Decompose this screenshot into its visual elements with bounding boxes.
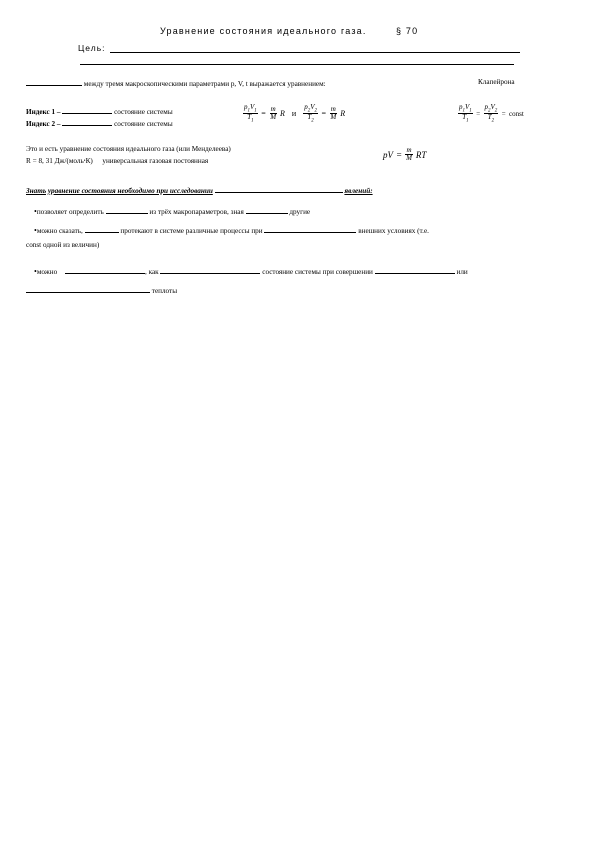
bullet-2-text-c: внешних условиях (т.е. [358,227,429,235]
gas-constant-desc: универсальная газовая постоянная [102,157,209,165]
page-title [160,26,418,36]
intro-text: между тремя макроскопическими параметрами p, V, t выражается уравнением: [83,80,326,88]
bullet-3-text-e: теплоты [151,287,178,295]
fraction: $\frac{m}{M}$ [330,105,337,122]
knowing-head: Знать уравнение состояния необходимо при исследовании [26,187,213,195]
and-word: и [291,109,297,119]
section-number: § 70 [396,26,419,36]
bullet-2-cont: const одной из величин) [26,241,100,249]
title-text: Уравнение состояния идеального газа. [160,26,367,36]
blank [65,266,145,274]
index-2-label: Индекс 2 – [26,120,61,128]
clapeyron-formula-pair: $\frac{p_1V_1}{T_1}$ = $\frac{m}{M}$ R и $\frac{p_2V_2}{T_2}$ = $\frac{m}{M}$ R [244,103,346,124]
bullet-3-text-d: или [456,268,468,276]
fraction: $\frac{m}{M}$ [406,146,412,162]
bullet-3-text-b: , как [144,268,159,276]
bullet-2-text-a: можно сказать, [36,227,83,235]
index-row-2 [26,118,173,128]
bullet-3-text-c: состояние системы при совершении [262,268,373,276]
mendeleev-line-1: Это и есть уравнение состояния идеального газа (или Менделеева) [26,145,231,153]
fraction: $\frac{p_1V_1}{T_1}$ [244,103,257,124]
const-word: const [509,109,524,118]
gas-constant-unit: К) [85,157,93,165]
blank [375,266,455,274]
index-2-tail: состояние системы [114,120,173,128]
bullet-1-text-b: из трёх макропараметров, зная [149,208,244,216]
fraction: $\frac{p_2V_2}{T_2}$ [304,103,317,124]
bullet-1-text-a: позволяет определить [36,208,104,216]
bullet-2 [34,225,429,235]
mendeleev-line-2: R = 8, 31 Дж/(моль•К) универсальная газовая постоянная [26,157,209,165]
bullet-3 [34,266,468,276]
fraction: $\frac{p_1V_1}{T_1}$ [459,103,472,124]
bullet-icon: • [34,226,37,235]
gas-constant: R = 8, 31 Дж/(моль [26,157,84,165]
bullet-icon: • [34,207,37,216]
goal-line-2 [80,64,514,65]
blank [26,78,82,86]
blank [215,185,343,193]
index-1-label: Индекс 1 – [26,108,61,116]
blank [85,225,119,233]
clapeyron-const-formula: $\frac{p_1V_1}{T_1}$ = $\frac{p_2V_2}{T_2}$ = const [459,103,524,124]
bullet-2-text-b: протекают в системе различные процессы при [120,227,263,235]
bullet-icon: • [34,267,37,276]
bullet-3-cont [26,285,177,295]
knowing-line [26,185,373,195]
bullet-1 [34,206,310,216]
goal-label: Цель: [78,43,106,53]
intro-row [26,78,326,88]
mendeleev-formula: pV = $\frac{m}{M}$ RT [383,146,427,162]
bullet-3-text-a: можно [36,268,58,276]
blank [160,266,260,274]
blank [62,118,112,126]
blank [106,206,148,214]
index-1-tail: состояние системы [114,108,173,116]
blank [246,206,288,214]
goal-line-1 [110,52,520,53]
blank [264,225,356,233]
intro-right-label: Клапейрона [478,78,515,86]
knowing-tail: явлений: [344,187,373,195]
blank [26,285,150,293]
bullet-1-text-c: другие [289,208,311,216]
blank [62,106,112,114]
fraction: $\frac{m}{M}$ [270,105,277,122]
fraction: $\frac{p_2V_2}{T_2}$ [484,103,498,124]
index-row-1 [26,106,173,116]
